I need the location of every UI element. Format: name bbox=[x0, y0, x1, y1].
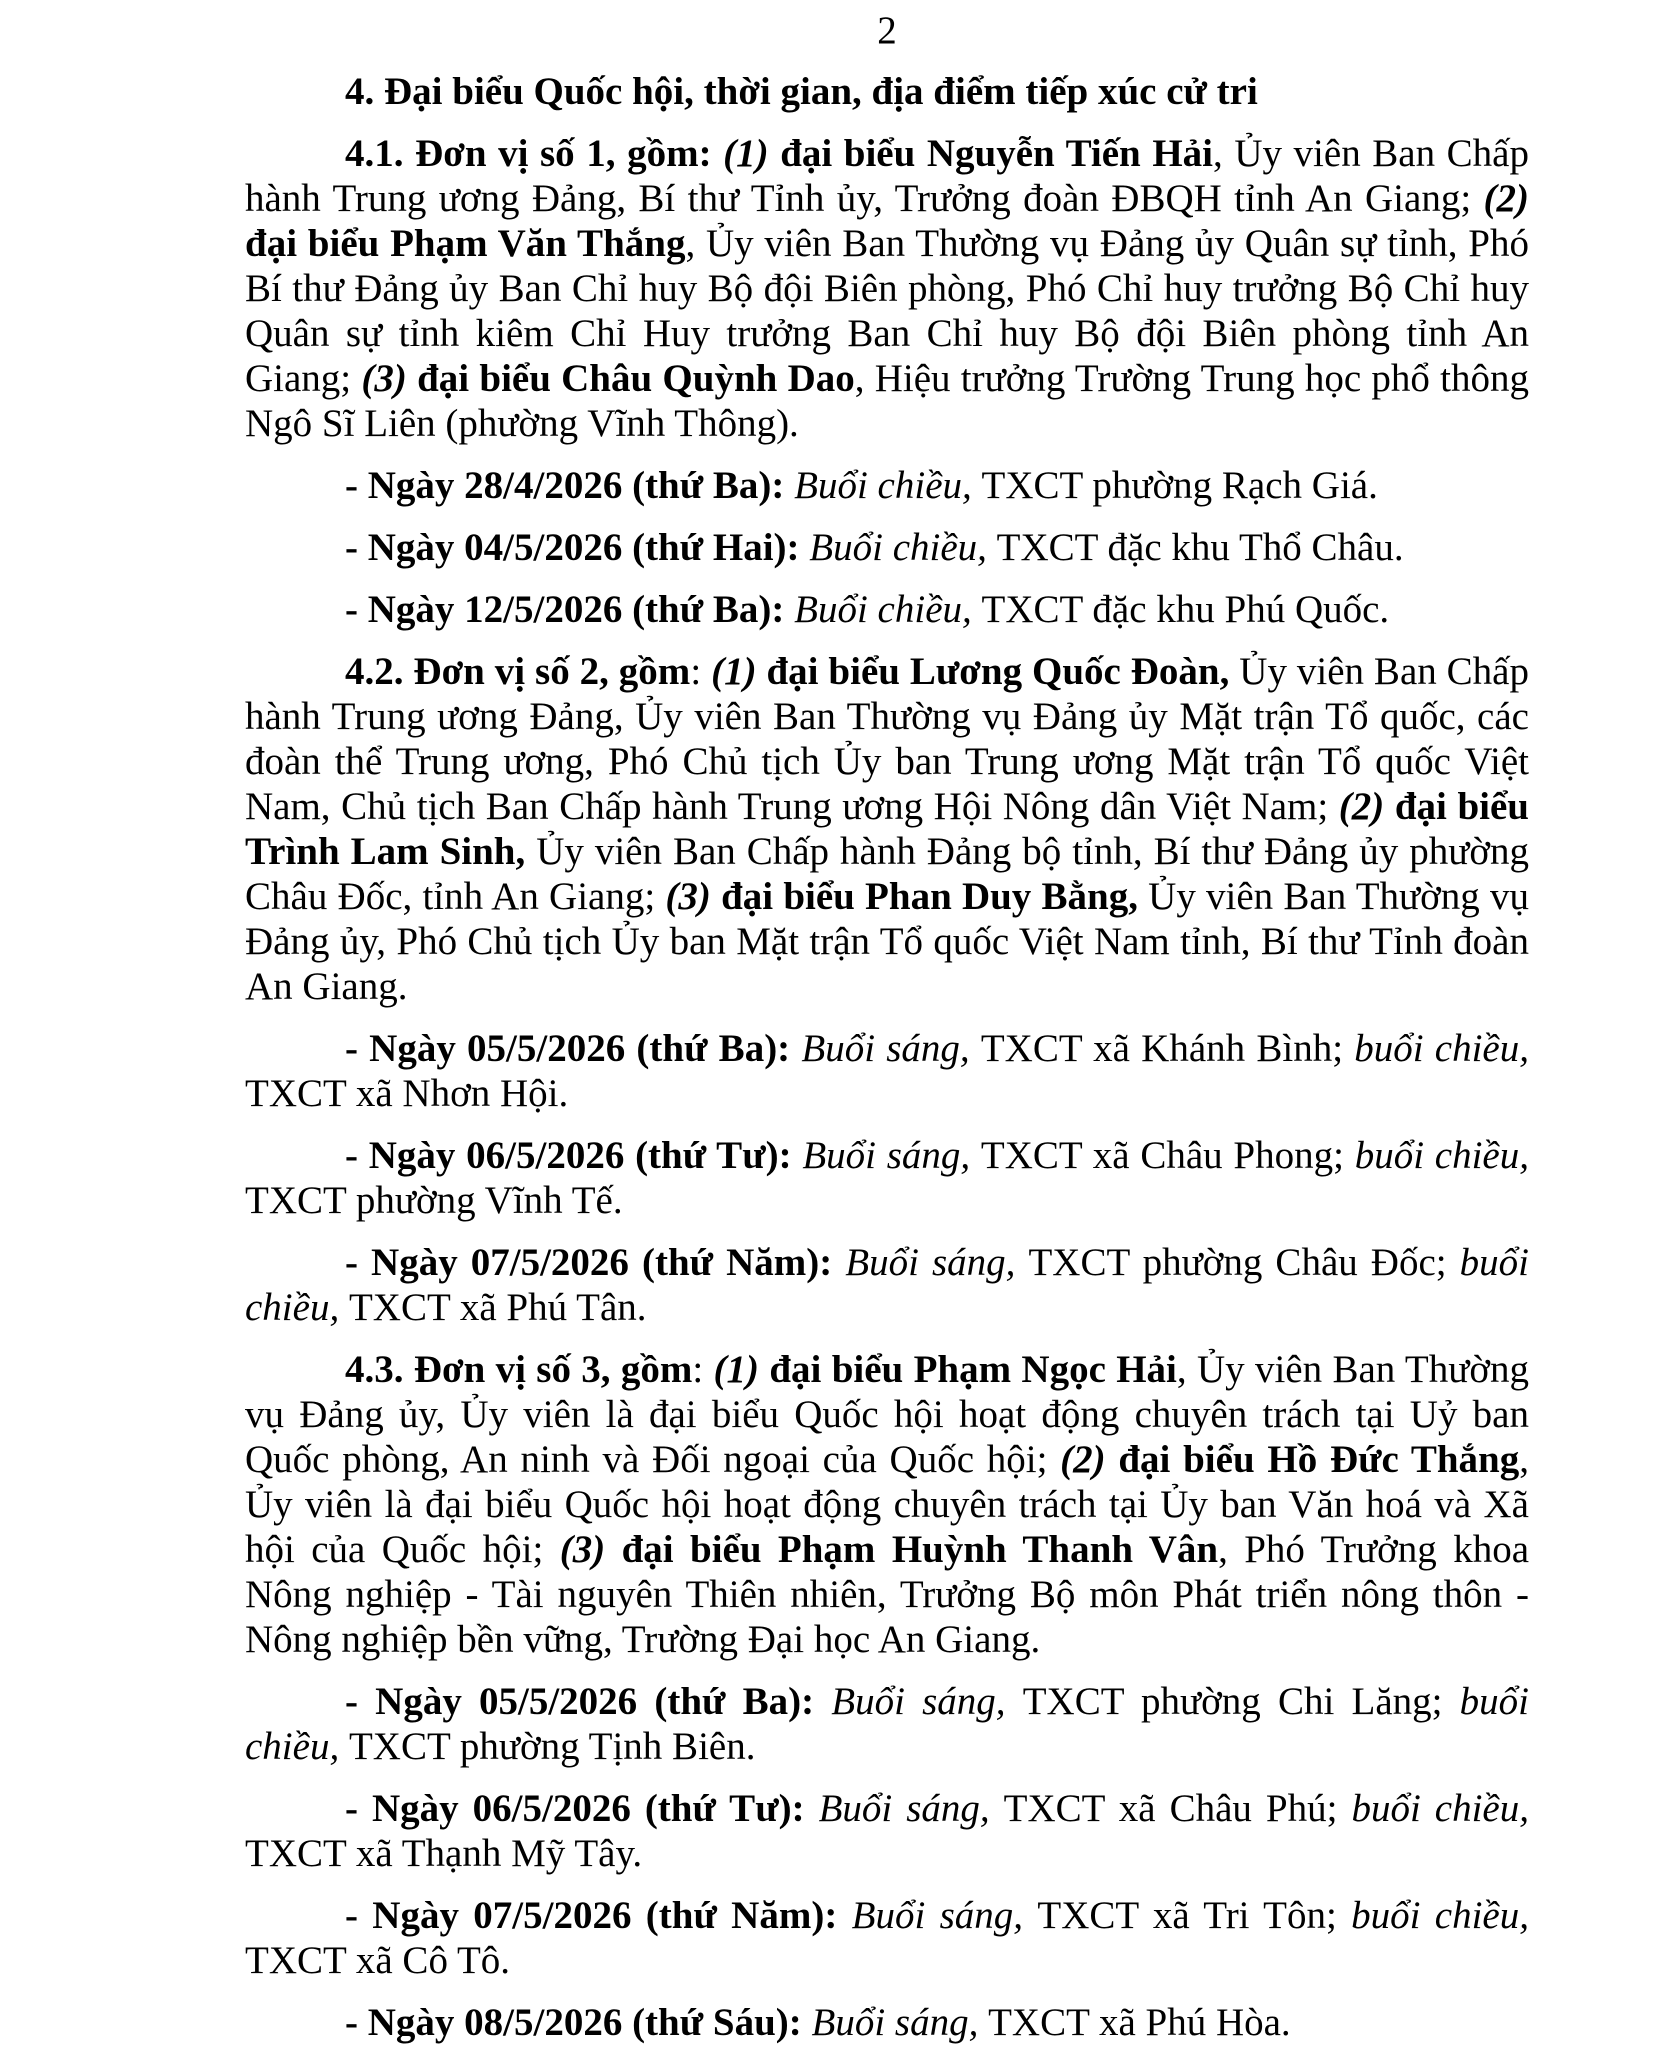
text-segment: đại biểu Châu Quỳnh Dao bbox=[417, 357, 855, 400]
text-segment: Ủy viên Ban Chấp hành Trung ương Đảng, Ủy viên Ban Thường vụ Đảng ủy Mặt trận Tổ quốc, các đoàn thể Trung ương, Phó Chủ tịch Ủy ban Trung ương Mặt trận Tổ quốc Việt Nam, Chủ tịch Ban Chấp hành Trung ương Hội Nông dân Việt Nam; bbox=[245, 650, 1529, 828]
text-segment: - Ngày 04/5/2026 (thứ Hai): bbox=[345, 526, 810, 569]
date-4-1-a bbox=[245, 463, 1529, 508]
page-number: 2 bbox=[877, 9, 897, 52]
text-segment: Buổi sáng, bbox=[802, 1134, 981, 1177]
text-segment: , Ủy viên Ban Thường vụ Đảng ủy, Ủy viên là đại biểu Quốc hội hoạt động chuyên trách tại Uỷ ban Quốc phòng, An ninh và Đối ngoại của Quốc hội; bbox=[245, 1348, 1529, 1481]
text-segment: - Ngày 06/5/2026 (thứ Tư): bbox=[345, 1134, 803, 1177]
text-segment: buổi chiều, bbox=[1351, 1787, 1529, 1830]
text-segment: TXCT xã Cô Tô. bbox=[245, 1939, 511, 1982]
text-segment: TXCT đặc khu Thổ Châu. bbox=[996, 526, 1404, 569]
date-4-2-c bbox=[245, 1240, 1529, 1330]
date-4-3-b bbox=[245, 1786, 1529, 1876]
date-4-2-a bbox=[245, 1026, 1529, 1116]
date-4-3-d bbox=[245, 2000, 1529, 2045]
text-segment: đại biểu Phạm Ngọc Hải bbox=[769, 1348, 1177, 1391]
text-segment: TXCT xã Khánh Bình; bbox=[980, 1027, 1355, 1070]
text-segment: buổi chiều, bbox=[245, 1241, 1529, 1329]
text-segment: Buổi sáng, bbox=[831, 1680, 1023, 1723]
text-segment: (2) bbox=[1483, 177, 1529, 220]
text-segment: buổi chiều, bbox=[1354, 1134, 1529, 1177]
text-segment: - Ngày 07/5/2026 (thứ Năm): bbox=[345, 1241, 846, 1284]
text-segment: - Ngày 05/5/2026 (thứ Ba): bbox=[345, 1680, 832, 1723]
date-4-3-c bbox=[245, 1893, 1529, 1983]
text-segment: - Ngày 08/5/2026 (thứ Sáu): bbox=[345, 2001, 812, 2044]
text-segment: TXCT xã Nhơn Hội. bbox=[245, 1072, 569, 1115]
text-segment: , Hiệu trưởng Trường Trung học phổ thông Ngô Sĩ Liên (phường Vĩnh Thông). bbox=[245, 357, 1529, 445]
text-segment: đại biểu Trình Lam Sinh, bbox=[245, 785, 1529, 873]
text-segment: (3) bbox=[665, 875, 722, 918]
text-segment: TXCT xã Châu Phong; bbox=[980, 1134, 1355, 1177]
text-segment: (1) bbox=[713, 1348, 770, 1391]
text-segment: đại biểu Phạm Huỳnh Thanh Vân bbox=[621, 1528, 1219, 1571]
text-segment: đại biểu Hồ Đức Thắng bbox=[1118, 1438, 1520, 1481]
text-segment: Buổi sáng, bbox=[801, 1027, 981, 1070]
text-segment: - Ngày 12/5/2026 (thứ Ba): bbox=[345, 588, 795, 631]
text-segment: buổi chiều, bbox=[1354, 1027, 1529, 1070]
text-segment: TXCT xã Châu Phú; bbox=[1003, 1787, 1352, 1830]
text-segment: Buổi chiều, bbox=[809, 526, 997, 569]
section-4-1 bbox=[245, 131, 1529, 446]
text-segment: Buổi sáng, bbox=[811, 2001, 989, 2044]
text-segment: 4.3. Đơn vị số 3, gồm bbox=[345, 1348, 693, 1391]
text-segment: Ủy viên Ban Chấp hành Đảng bộ tỉnh, Bí thư Đảng ủy phường Châu Đốc, tỉnh An Giang; bbox=[245, 830, 1529, 918]
text-segment: (3) bbox=[361, 357, 418, 400]
text-segment: Buổi sáng, bbox=[818, 1787, 1004, 1830]
text-segment: TXCT phường Vĩnh Tế. bbox=[245, 1179, 623, 1222]
text-segment: buổi chiều, bbox=[1351, 1894, 1529, 1937]
text-segment: TXCT xã Tri Tôn; bbox=[1037, 1894, 1352, 1937]
text-segment: , Ủy viên là đại biểu Quốc hội hoạt động chuyên trách tại Ủy ban Văn hoá và Xã hội của Quốc hội; bbox=[245, 1438, 1529, 1571]
text-segment: TXCT phường Tịnh Biên. bbox=[348, 1725, 756, 1768]
text-segment: Buổi chiều, bbox=[794, 588, 982, 631]
section-4-3 bbox=[245, 1347, 1529, 1662]
text-segment: đại biểu Phan Duy Bằng, bbox=[721, 875, 1138, 918]
text-segment: (3) bbox=[559, 1528, 622, 1571]
text-segment: (2) bbox=[1338, 785, 1395, 828]
text-segment: , Ủy viên Ban Thường vụ Đảng ủy Quân sự tỉnh, Phó Bí thư Đảng ủy Ban Chỉ huy Bộ đội Biên phòng, Phó Chỉ huy trưởng Bộ Chỉ huy Quân sự tỉnh kiêm Chỉ Huy trưởng Ban Chỉ huy Bộ đội Biên phòng tỉnh An Giang; bbox=[245, 222, 1530, 400]
text-segment: 4.1. Đơn vị số 1, gồm: bbox=[345, 132, 724, 175]
text-segment: - Ngày 07/5/2026 (thứ Năm): bbox=[345, 1894, 852, 1937]
text-segment: : bbox=[692, 1348, 714, 1391]
text-segment: (1) bbox=[711, 650, 767, 693]
text-segment: Buổi chiều, bbox=[794, 464, 982, 507]
text-segment: , Phó Trưởng khoa Nông nghiệp - Tài nguyên Thiên nhiên, Trưởng Bộ môn Phát triển nông thôn - Nông nghiệp bền vững, Trường Đại học An Giang. bbox=[245, 1528, 1530, 1661]
text-segment: TXCT phường Rạch Giá. bbox=[981, 464, 1378, 507]
text-segment: TXCT đặc khu Phú Quốc. bbox=[981, 588, 1390, 631]
text-segment: Buổi sáng, bbox=[845, 1241, 1029, 1284]
text-segment: đại biểu Lương Quốc Đoàn, bbox=[766, 650, 1230, 693]
date-4-1-b bbox=[245, 525, 1529, 570]
text-segment: TXCT xã Thạnh Mỹ Tây. bbox=[245, 1832, 643, 1875]
text-segment: , Ủy viên Ban Chấp hành Trung ương Đảng, Bí thư Tỉnh ủy, Trưởng đoàn ĐBQH tỉnh An Giang; bbox=[245, 132, 1529, 220]
date-4-2-b bbox=[245, 1133, 1529, 1223]
text-segment: TXCT xã Phú Tân. bbox=[348, 1286, 647, 1329]
text-segment: Ủy viên Ban Thường vụ Đảng ủy, Phó Chủ tịch Ủy ban Mặt trận Tổ quốc Việt Nam tỉnh, Bí thư Tỉnh đoàn An Giang. bbox=[245, 875, 1529, 1008]
text-segment: Buổi sáng, bbox=[851, 1894, 1038, 1937]
text-segment: đại biểu Nguyễn Tiến Hải bbox=[780, 132, 1213, 175]
date-4-1-c bbox=[245, 587, 1529, 632]
text-segment: TXCT phường Chi Lăng; bbox=[1022, 1680, 1460, 1723]
text-segment: TXCT phường Châu Đốc; bbox=[1028, 1241, 1460, 1284]
section-heading: 4. Đại biểu Quốc hội, thời gian, địa điểm tiếp xúc cử tri bbox=[345, 70, 1258, 113]
document-body bbox=[245, 131, 1529, 2045]
text-segment: đại biểu Phạm Văn Thắng bbox=[245, 222, 686, 265]
text-segment: - Ngày 28/4/2026 (thứ Ba): bbox=[345, 464, 795, 507]
text-segment: - Ngày 05/5/2026 (thứ Ba): bbox=[345, 1027, 802, 1070]
section-4-2 bbox=[245, 649, 1529, 1009]
text-segment: buổi chiều, bbox=[245, 1680, 1529, 1768]
text-segment: (1) bbox=[723, 132, 781, 175]
text-segment: 4.2. Đơn vị số 2, gồm bbox=[345, 650, 691, 693]
text-segment: (2) bbox=[1060, 1438, 1119, 1481]
text-segment: TXCT xã Phú Hòa. bbox=[988, 2001, 1291, 2044]
text-segment: - Ngày 06/5/2026 (thứ Tư): bbox=[345, 1787, 819, 1830]
text-segment: : bbox=[690, 650, 712, 693]
date-4-3-a bbox=[245, 1679, 1529, 1769]
